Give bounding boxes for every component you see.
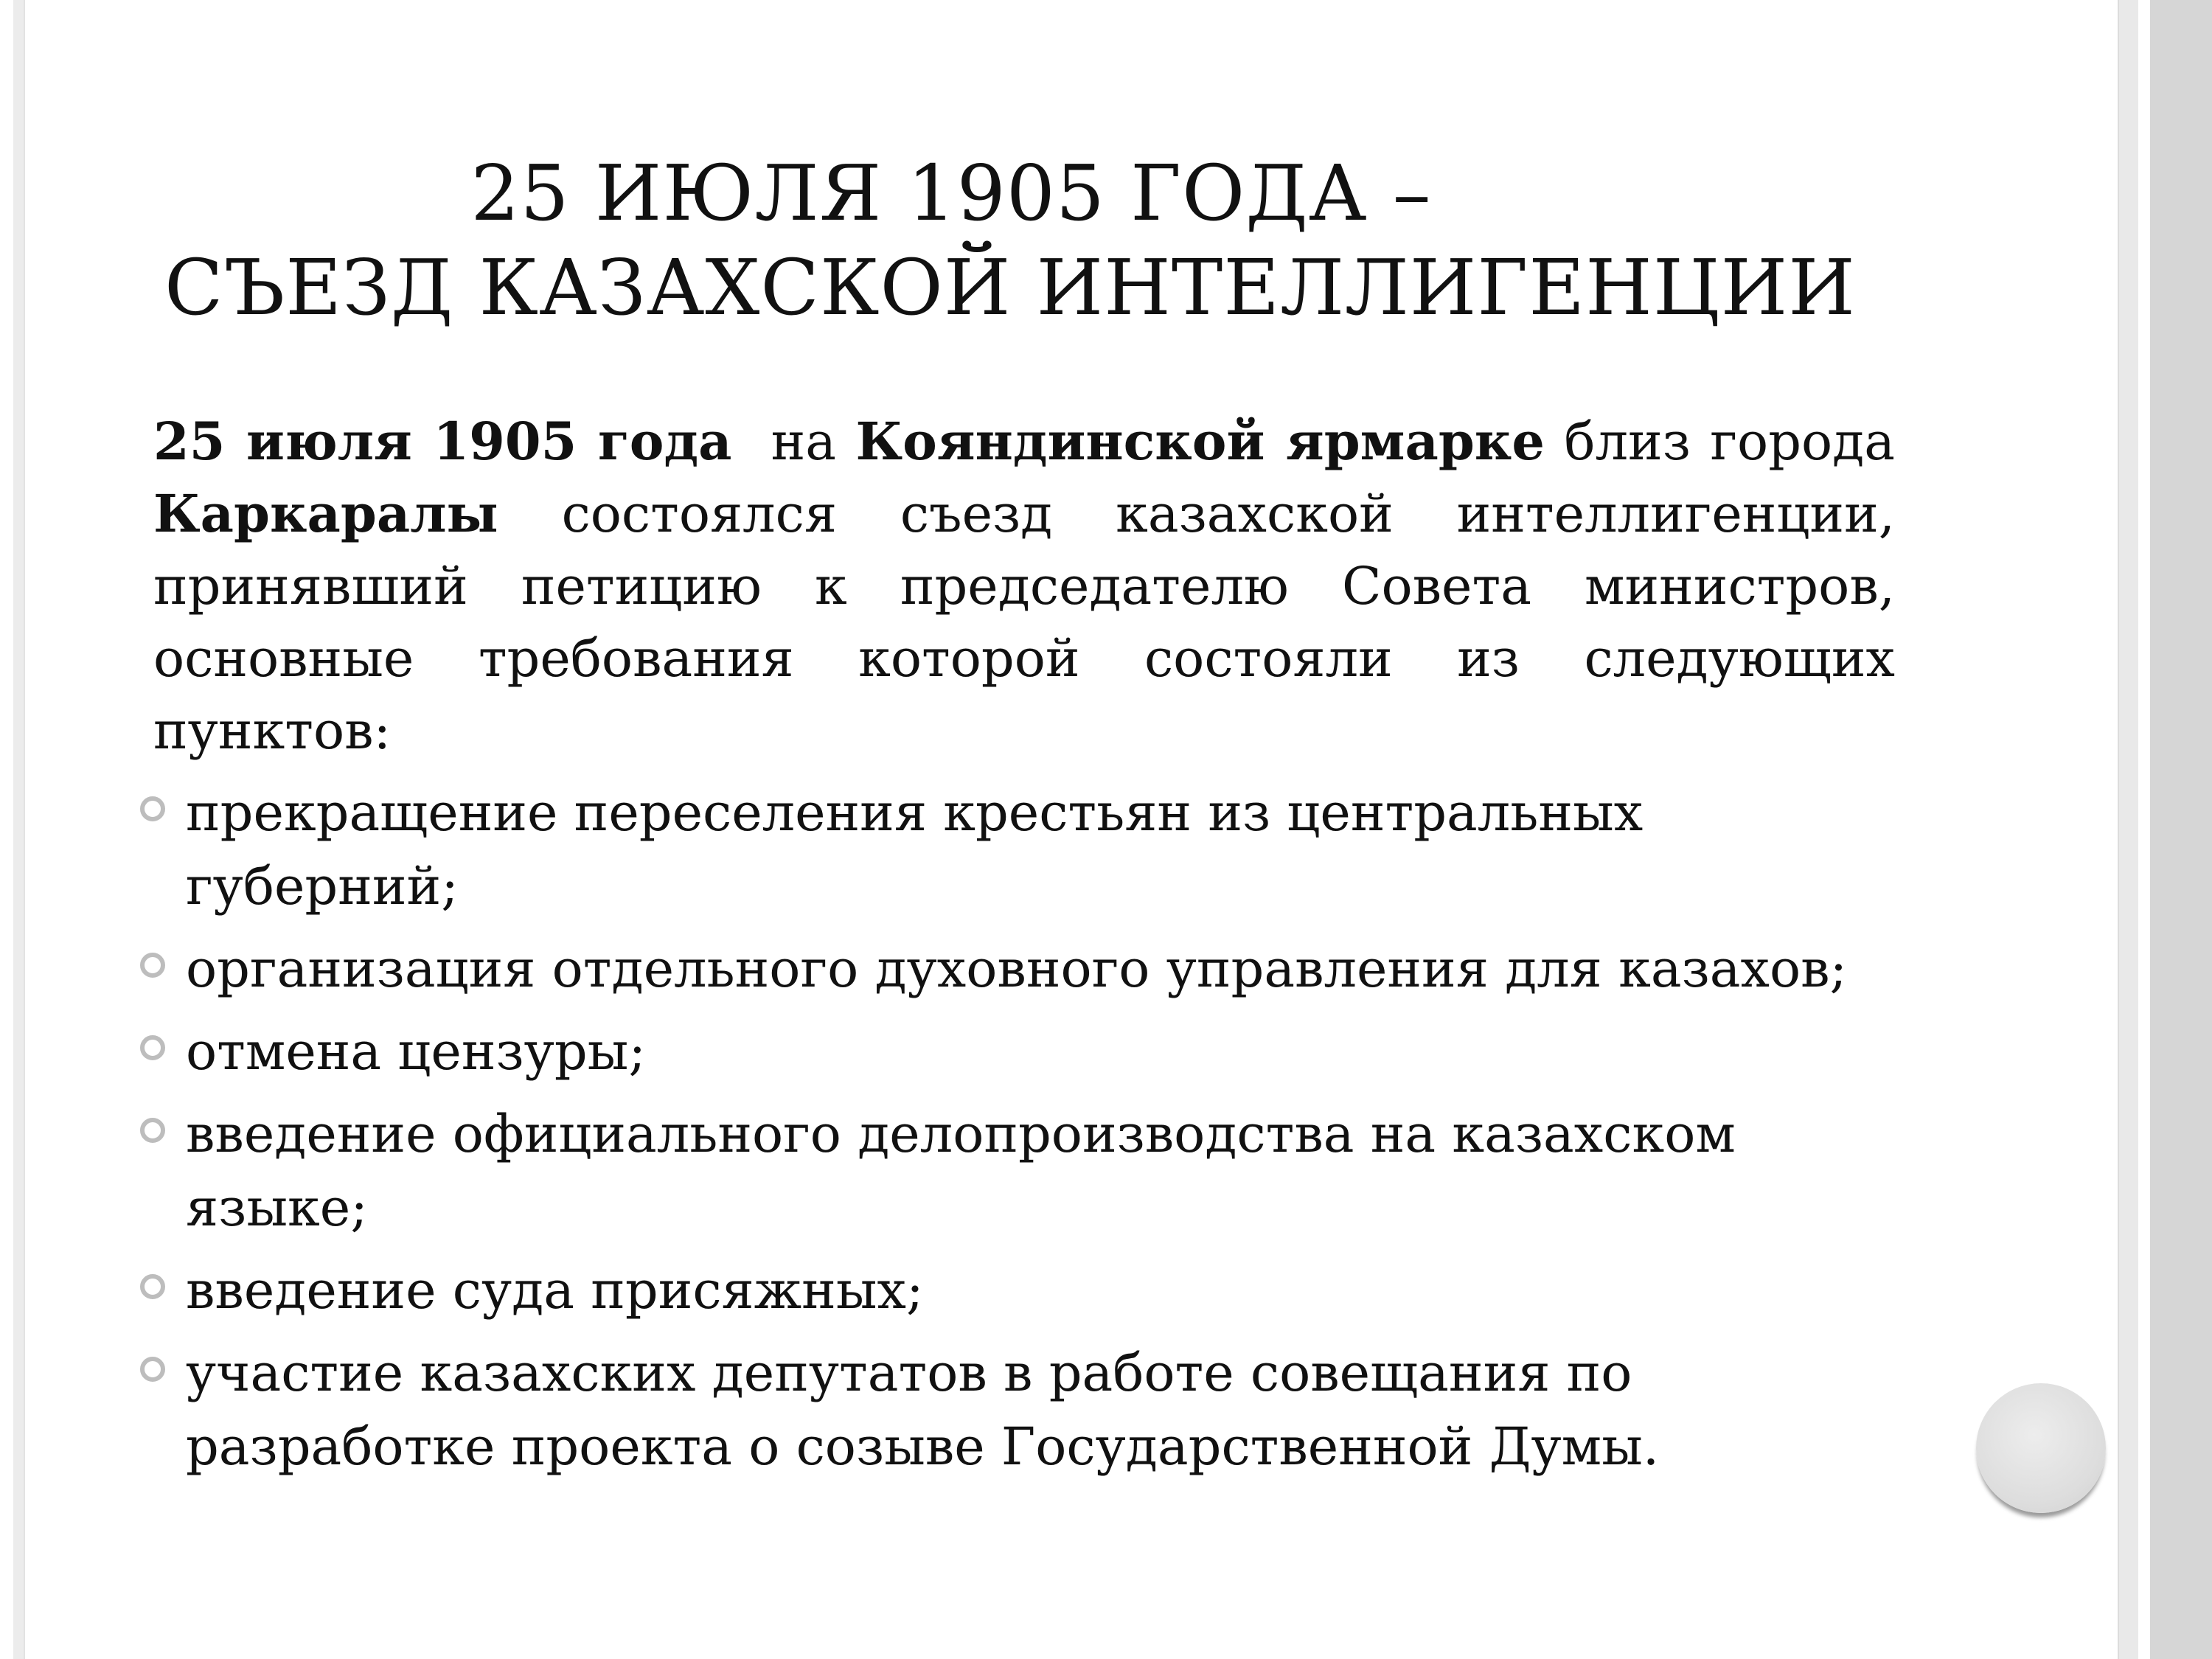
- bullet-circle-icon: [140, 1035, 165, 1060]
- bullet-circle-icon: [140, 1357, 165, 1382]
- list-item-text: введение официального делопроизводства на казахском языке;: [186, 1104, 1736, 1238]
- intro-text-1: на: [771, 411, 836, 472]
- bullet-circle-icon: [140, 1118, 165, 1143]
- intro-text-2: близ города: [1564, 411, 1895, 472]
- intro-paragraph: [153, 406, 1895, 767]
- list-item-text: введение суда присяжных;: [186, 1260, 924, 1321]
- list-item-text: отмена цензуры;: [186, 1021, 646, 1082]
- bullet-circle-icon: [140, 1274, 165, 1299]
- title-line-1: 25 ИЮЛЯ 1905 ГОДА –: [470, 148, 1432, 238]
- list-item: [140, 1015, 1895, 1088]
- list-item: [140, 932, 1895, 1006]
- decorative-circle: [1976, 1383, 2106, 1513]
- right-outer-strip: [2150, 0, 2212, 1659]
- intro-place: Кояндинской ярмарке: [855, 411, 1545, 472]
- slide-title: [118, 146, 1902, 335]
- list-item-text: участие казахских депутатов в работе совещания по разработке проекта о созыве Государственной Думы.: [186, 1343, 1660, 1477]
- right-inner-strip: [2118, 0, 2140, 1659]
- list-item: [140, 1253, 1895, 1327]
- right-strip-gap: [2138, 0, 2150, 1659]
- bullet-circle-icon: [140, 953, 165, 978]
- intro-date: 25 июля 1905 года: [153, 411, 732, 472]
- intro-city: Каркаралы: [153, 483, 498, 544]
- list-item-text: прекращение переселения крестьян из центральных губерний;: [186, 782, 1644, 917]
- list-item: [140, 1097, 1895, 1245]
- list-item: [140, 776, 1895, 923]
- bullet-circle-icon: [140, 796, 165, 821]
- left-frame-line: [13, 0, 25, 1659]
- requirements-list: [140, 776, 1895, 1492]
- title-line-2: СЪЕЗД КАЗАХСКОЙ ИНТЕЛЛИГЕНЦИИ: [164, 243, 1856, 333]
- list-item: [140, 1336, 1895, 1484]
- intro-text-3: состоялся съезд казахской интеллигенции, принявший петицию к председателю Совета министров, основные требования которой состояли из следующих пунктов:: [153, 484, 1895, 761]
- list-item-text: организация отдельного духовного управления для казахов;: [186, 939, 1848, 999]
